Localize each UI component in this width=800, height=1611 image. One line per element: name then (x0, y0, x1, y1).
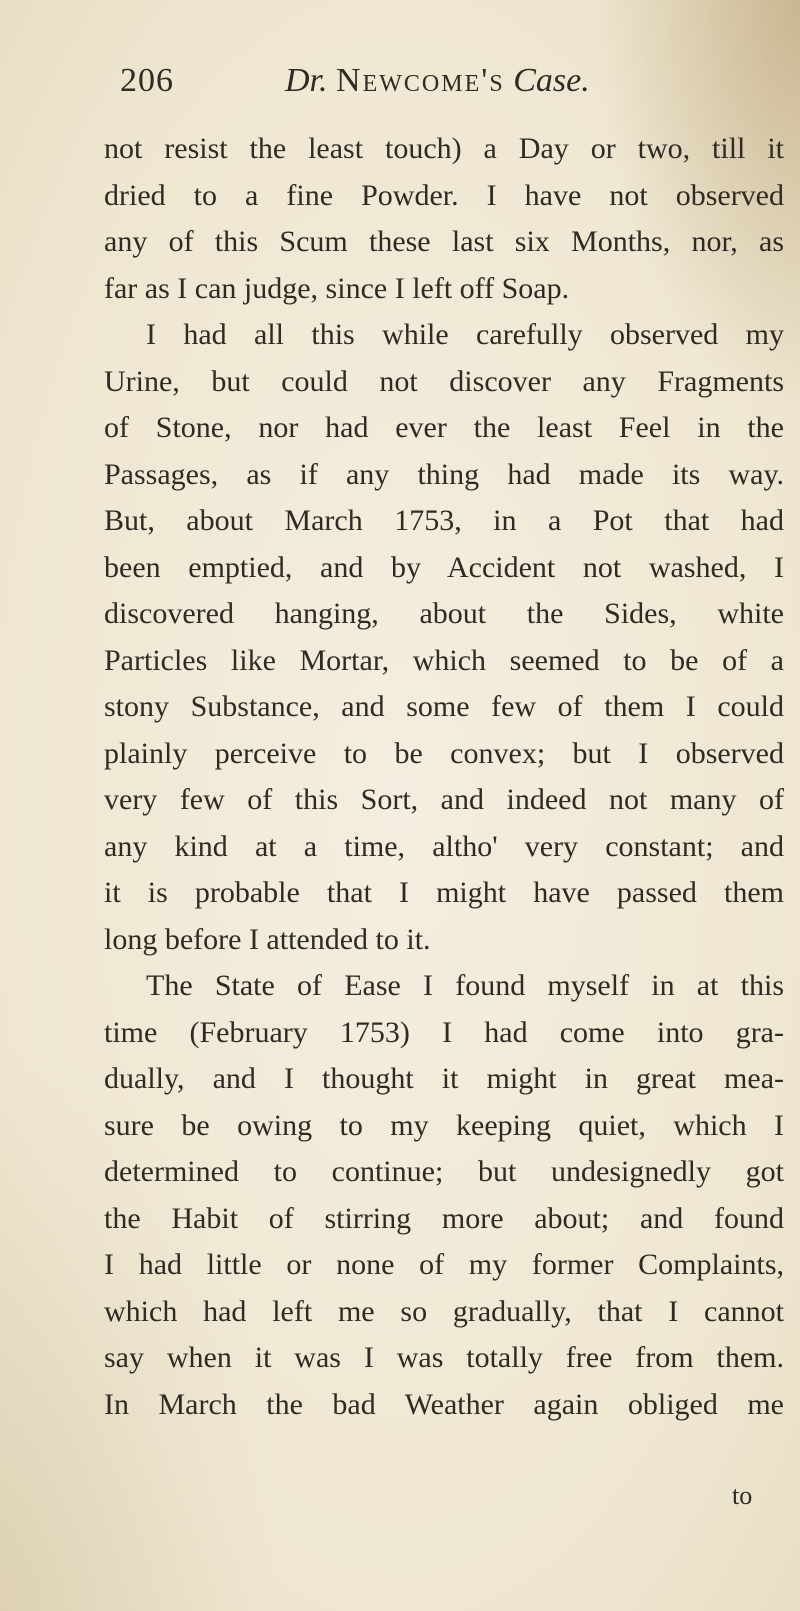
text-line: which had left me so gradually, that I cannot (104, 1294, 784, 1328)
text-line: far as I can judge, since I left off Soap. (104, 271, 570, 305)
text-line: say when it was I was totally free from them. (104, 1341, 784, 1374)
text-line: it is probable that I might have passed them (104, 876, 784, 909)
text-line: dried to a fine Powder. I have not observed (104, 178, 784, 212)
body-text (104, 126, 784, 1428)
text-line: any kind at a time, altho' very constant; and (104, 829, 784, 863)
text-line: I had little or none of my former Complaints, (104, 1248, 784, 1281)
text-line: been emptied, and by Accident not washed, I (104, 550, 784, 584)
running-head-title-dr: Dr. (285, 62, 328, 99)
running-head (285, 62, 590, 100)
text-line: In March the bad Weather again obliged me (104, 1387, 784, 1421)
text-line: any of this Scum these last six Months, nor, as (104, 225, 784, 258)
text-line: plainly perceive to be convex; but I observed (104, 736, 784, 770)
catchword: to (732, 1481, 753, 1510)
text-line: the Habit of stirring more about; and found (104, 1201, 784, 1235)
running-head-name: Newcome's (336, 62, 505, 99)
text-line: The State of Ease I found myself in at this (146, 969, 784, 1002)
text-line: time (February 1753) I had come into gra- (104, 1015, 784, 1049)
text-line: of Stone, nor had ever the least Feel in the (104, 411, 784, 444)
text-line: sure be owing to my keeping quiet, which I (104, 1108, 784, 1142)
text-line: long before I attended to it. (104, 922, 431, 956)
text-line: stony Substance, and some few of them I could (104, 690, 784, 723)
page-number: 206 (120, 62, 174, 99)
page-header (120, 62, 720, 112)
text-line: determined to continue; but undesignedly got (104, 1155, 784, 1188)
text-line: But, about March 1753, in a Pot that had (104, 504, 784, 537)
text-line: discovered hanging, about the Sides, white (104, 597, 784, 630)
text-line: very few of this Sort, and indeed not many of (104, 783, 784, 816)
text-line: I had all this while carefully observed my (146, 318, 784, 351)
text-line: Particles like Mortar, which seemed to be of a (104, 643, 784, 677)
running-head-case: Case. (513, 62, 590, 99)
text-line: Passages, as if any thing had made its way. (104, 457, 784, 491)
text-line: Urine, but could not discover any Fragments (104, 364, 784, 398)
text-line: dually, and I thought it might in great mea- (104, 1062, 784, 1095)
text-line: not resist the least touch) a Day or two, till it (104, 132, 784, 165)
